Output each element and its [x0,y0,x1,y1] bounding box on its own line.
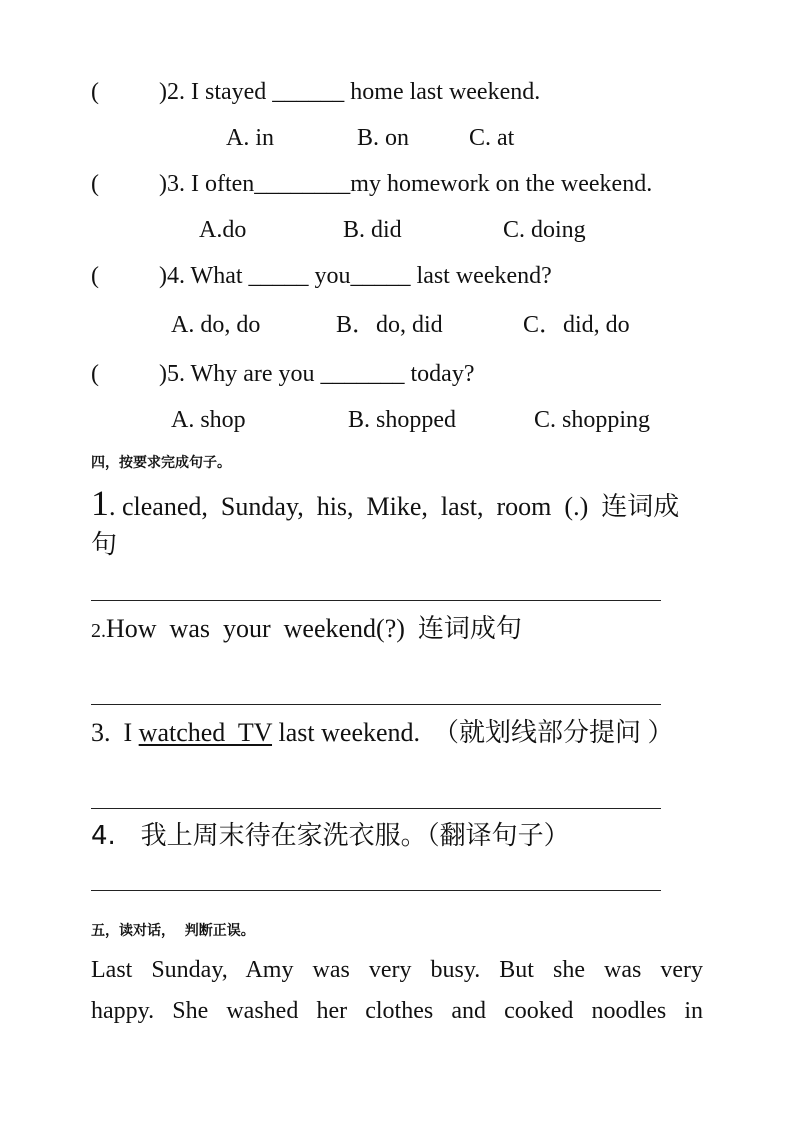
question-4-option-c: C．did, do [523,312,630,338]
section4-q1 [91,483,680,524]
reading-paragraph-line-1: Last Sunday, Amy was very busy. But she was very [91,957,703,983]
question-4-option-a: A. do, do [171,312,261,338]
q1-wrap-text: 句 [91,530,118,560]
question-2-option-c: C. at [469,125,515,151]
answer-line-2[interactable] [91,704,661,705]
section-5-heading: 五，读对话， 判断正误。 [91,923,255,939]
question-3-stem: ( )3. I often________my homework on the weekend. [91,171,653,197]
question-3-option-a: A.do [199,217,247,243]
question-2-stem: ( )2. I stayed ______ home last weekend. [91,79,541,105]
question-5-option-a: A. shop [171,407,246,433]
question-5-option-c: C. shopping [534,407,651,433]
answer-line-3[interactable] [91,808,661,809]
q3-underlined-phrase: watched TV [138,718,273,747]
section4-q3 [91,716,674,750]
question-2-option-a: A. in [226,125,274,151]
q3-suffix: last weekend. （就划线部分提问 ） [272,718,674,747]
section4-q2 [91,612,522,648]
question-4-stem: ( )4. What _____ you_____ last weekend? [91,263,552,289]
question-3-option-b: B. did [343,217,402,243]
q2-text: How was your weekend(?) 连词成句 [106,614,522,643]
q3-prefix: 3. I [91,718,139,747]
question-2-option-b: B. on [357,125,410,151]
reading-paragraph-line-2: happy. She washed her clothes and cooked noodles in [91,998,703,1024]
section-4-heading: 四，按要求完成句子。 [91,455,231,471]
q1-text: . cleaned, Sunday, his, Mike, last, room (.) 连词成 [109,492,680,521]
answer-line-1[interactable] [91,600,661,601]
q2-number: 2. [91,620,106,642]
question-3-option-c: C. doing [503,217,586,243]
question-5-option-b: B. shopped [348,407,456,433]
q1-number: 1 [91,483,109,523]
section4-q4: 4. 我上周末待在家洗衣服。（翻译句子） [91,821,570,851]
question-4-option-b: B．do, did [336,312,443,338]
question-5-stem: ( )5. Why are you _______ today? [91,361,475,387]
answer-line-4[interactable] [91,890,661,891]
